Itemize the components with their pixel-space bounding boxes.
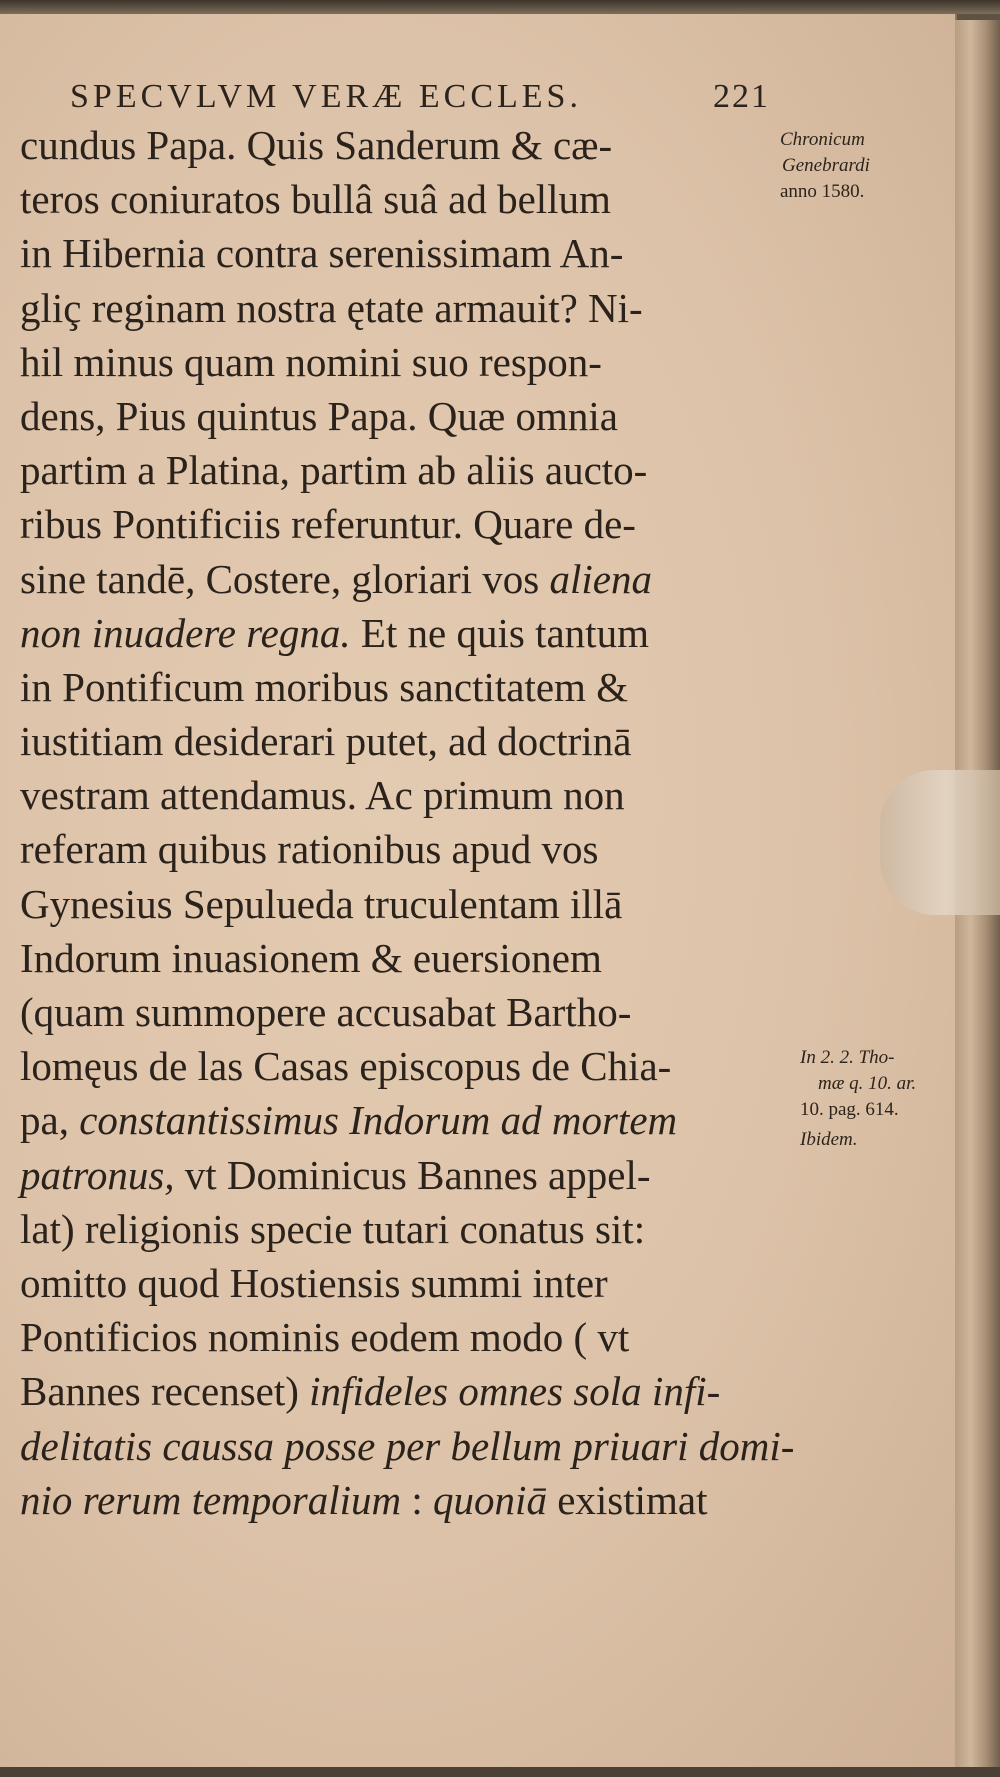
italic-quote: quoniā <box>433 1476 547 1523</box>
text-line: iustitiam desiderari putet, ad doctrinā <box>20 718 632 765</box>
margin-note-ibidem: Ibidem. <box>800 1129 858 1150</box>
italic-quote: constantissimus Indorum ad mortem <box>79 1097 678 1144</box>
body-text <box>20 118 795 1527</box>
text-line: Pontificios nominis eodem modo ( vt <box>20 1314 630 1361</box>
text-line: lomęus de las Casas episcopus de Chia- <box>20 1043 672 1090</box>
text-line <box>20 1419 795 1473</box>
text-line: nio rerum temporalium : quoniā existimat <box>20 1476 708 1523</box>
text-line: hil minus quam nomini suo respon- <box>20 338 602 385</box>
text-line: partim a Platina, partim ab aliis aucto- <box>20 447 648 494</box>
text-line: non inuadere regna. Et ne quis tantum <box>20 609 649 656</box>
text-line: Bannes recenset) infideles omnes sola infi- <box>20 1368 721 1415</box>
text-line: vestram attendamus. Ac primum non <box>20 772 625 819</box>
italic-quote: non inuadere regna. <box>20 609 351 656</box>
text-line: lat) religionis specie tutari conatus sit: <box>20 1205 646 1252</box>
top-binding-shadow <box>0 0 1000 14</box>
italic-quote: infideles omnes sola infi- <box>309 1368 721 1415</box>
text-line: ribus Pontificiis referuntur. Quare de- <box>20 501 636 548</box>
text-line: teros coniuratos bullâ suâ ad bellum <box>20 176 611 223</box>
text-line: Gynesius Sepulueda truculentam illā <box>20 880 623 927</box>
margin-note-chronicum: Chronicum Genebrardi anno 1580. <box>780 129 870 202</box>
italic-quote: aliena <box>549 555 652 602</box>
text-line: gliç reginam nostra ętate armauit? Ni- <box>20 284 643 331</box>
text-line: (quam summopere accusabat Bartho- <box>20 989 632 1035</box>
margin-note-thomae: In 2. 2. Tho- mæ q. 10. ar. 10. pag. 614. <box>800 1047 917 1120</box>
folio-number: 221 <box>713 78 770 115</box>
text-line: in Pontificum moribus sanctitatem & <box>20 663 629 710</box>
page-tab-marker <box>880 770 1000 915</box>
italic-quote: nio rerum temporalium <box>20 1476 402 1523</box>
text-line: sine tandē, Costere, gloriari vos aliena <box>20 555 652 602</box>
italic-quote: patronus, <box>20 1151 175 1198</box>
text-line: pa, constantissimus Indorum ad mortem <box>20 1097 678 1144</box>
text-line: in Hibernia contra serenissimam An- <box>20 230 624 277</box>
bottom-shadow <box>0 1767 1000 1777</box>
text-line: patronus, vt Dominicus Bannes appel- <box>20 1151 651 1198</box>
text-line: Indorum inuasionem & euersionem <box>20 934 602 981</box>
text-line: dens, Pius quintus Papa. Quæ omnia <box>20 392 618 439</box>
text-line: referam quibus rationibus apud vos <box>20 826 599 873</box>
running-title: SPECVLVM VERÆ ECCLES. <box>70 78 582 115</box>
text-line: omitto quod Hostiensis summi inter <box>20 1259 608 1306</box>
italic-quote: delitatis caussa posse per bellum priuari domi- <box>20 1422 795 1469</box>
text-line: cundus Papa. Quis Sanderum & cæ- <box>20 122 613 168</box>
